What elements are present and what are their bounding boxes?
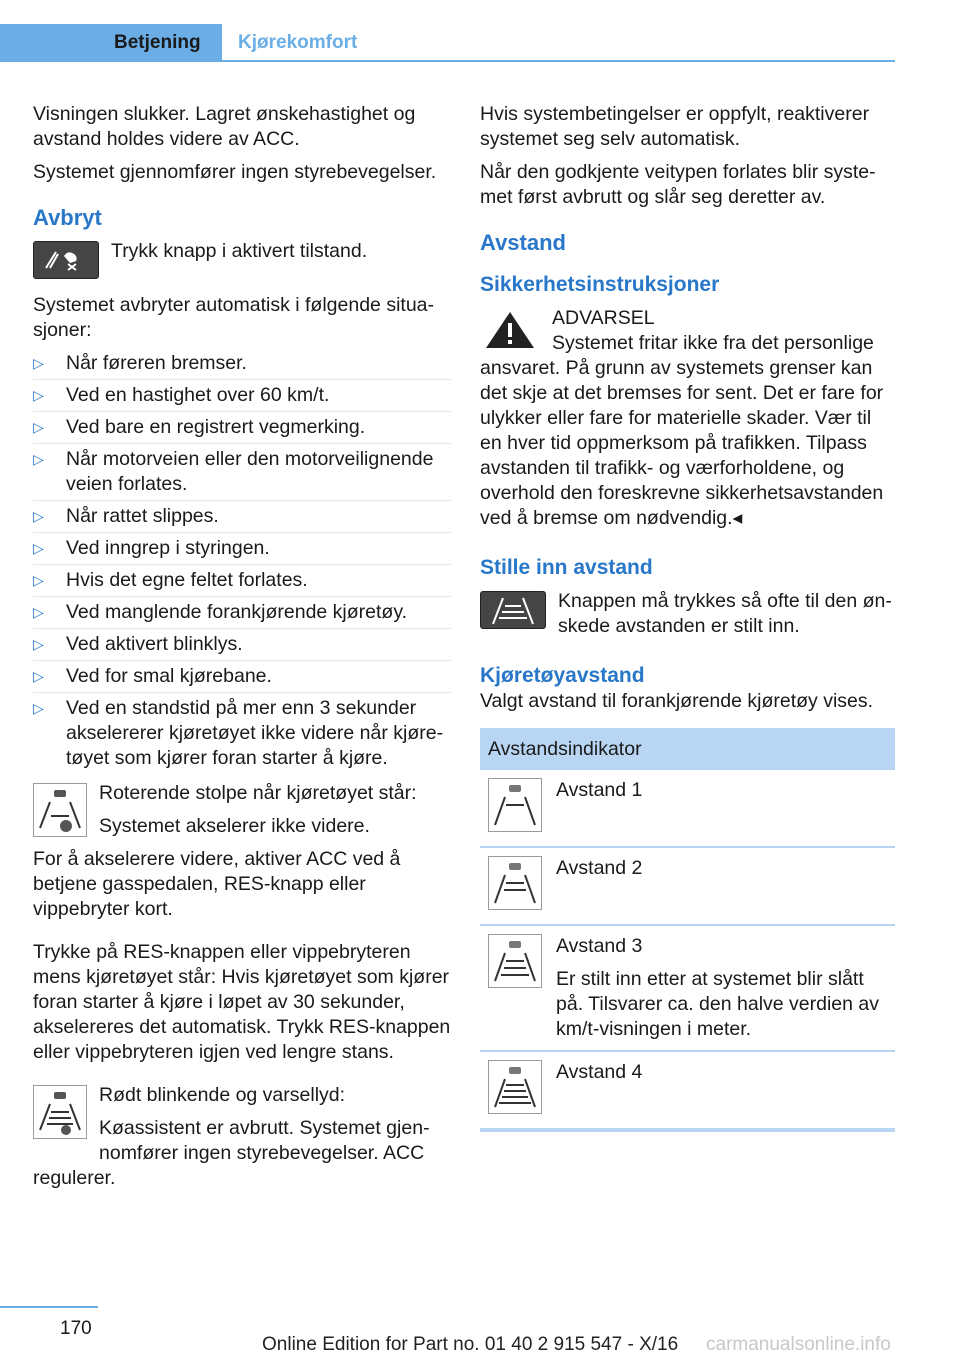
triangle-bullet-icon: ▷: [33, 419, 44, 435]
paragraph: Valgt avstand til forankjørende kjøretøy vises.: [480, 690, 874, 712]
list-item: ▷ Når rattet slippes.: [33, 504, 451, 529]
list-item: ▷ Hvis det egne feltet forlates.: [33, 568, 451, 593]
paragraph: Trykk knapp i aktivert tilstand.: [111, 240, 368, 262]
list-item: ▷ Ved inngrep i styringen.: [33, 536, 451, 561]
footer-rule: [0, 1306, 98, 1308]
warning-block: [480, 306, 895, 539]
cancel-conditions-list: [33, 351, 451, 771]
paragraph: Knappen må trykkes så ofte til den ønskede avstanden er stilt inn.: [558, 590, 892, 637]
paragraph: Systemet gjennomfører ingen styrebevegelser.: [33, 161, 437, 183]
page-header: [0, 0, 960, 62]
paragraph: Trykke på RES-knappen eller vippebryteren mens kjøretøyet står: Hvis kjøretøyet som kjører foran starter å kjøre i løpet av 30 sekunder, akselereres det automatisk. Trykk RES-knappen eller vippebryteren igjen ved lengre stans.: [33, 941, 451, 1063]
triangle-bullet-icon: ▷: [33, 668, 44, 684]
rotating-bar-block: [33, 781, 451, 930]
distance-indicator-table: [480, 728, 895, 1132]
header-rule: [0, 60, 895, 62]
row-note: Er stilt inn etter at systemet blir slått på. Tilsvarer ca. den halve verdien av km/t-visningen i meter.: [556, 968, 880, 1040]
page-number: 170: [60, 1318, 92, 1339]
avbryt-block: [33, 239, 451, 283]
distance-button-icon: [480, 591, 546, 629]
triangle-bullet-icon: ▷: [33, 540, 44, 556]
distance-1-icon: [488, 778, 542, 832]
heading-avbryt: Avbryt: [33, 205, 102, 230]
edition-text: Online Edition for Part no. 01 40 2 915 547 - X/16: [262, 1334, 679, 1355]
triangle-bullet-icon: ▷: [33, 387, 44, 403]
distance-3-icon: [488, 934, 542, 988]
list-item: ▷ Ved aktivert blinklys.: [33, 632, 451, 657]
triangle-bullet-icon: ▷: [33, 355, 44, 371]
list-item: ▷ Ved manglende forankjørende kjøretøy.: [33, 600, 451, 625]
table-row: [480, 926, 895, 1052]
triangle-bullet-icon: ▷: [33, 604, 44, 620]
distance-2-icon: [488, 856, 542, 910]
distance-4-icon: [488, 1060, 542, 1114]
triangle-bullet-icon: ▷: [33, 572, 44, 588]
tab-kjorekomfort[interactable]: Kjørekomfort: [238, 32, 358, 53]
row-label: Avstand 4: [556, 1061, 643, 1083]
triangle-bullet-icon: ▷: [33, 636, 44, 652]
red-warning-block: [33, 1083, 451, 1199]
row-label: Avstand 1: [556, 779, 643, 801]
list-item: ▷ Ved bare en registrert vegmerking.: [33, 415, 451, 440]
warning-title: ADVARSEL: [552, 307, 655, 329]
heading-set-distance: Stille inn avstand: [480, 556, 653, 579]
triangle-bullet-icon: ▷: [33, 508, 44, 524]
heading-vehicle-distance: Kjøretøyavstand: [480, 664, 645, 687]
list-item: ▷ Når føreren bremser.: [33, 351, 451, 376]
paragraph: Køassistent er avbrutt. Systemet gjennomfører ingen styrebevegelser. ACC regulerer.: [33, 1117, 430, 1189]
list-item: ▷ Når motorveien eller den motorveilignende veien forlates.: [33, 447, 451, 497]
list-item: ▷ Ved for smal kjørebane.: [33, 664, 451, 689]
lane-indicator-rotating-icon: [33, 783, 87, 837]
set-distance-block: [480, 589, 895, 647]
list-item: ▷ Ved en hastighet over 60 km/t.: [33, 383, 451, 408]
warning-text: Systemet fritar ikke fra det personlige ansvaret. På grunn av systemets grenser kan det skje at det bremses for sent. Det er fare for ulykker eller fare for materielle skader. Vær til en hver tid oppmerksom på trafikken. Tilpass avstanden til trafikk- og værforholdene, og overhold den foreskrevne sikkerhetsavstanden ved å bremse om nødvendig.◂: [480, 332, 884, 529]
heading-avstand: Avstand: [480, 230, 566, 255]
row-label: Avstand 2: [556, 857, 643, 879]
list-item: ▷ Ved en standstid på mer enn 3 sekunder akselererer kjøretøyet ikke videre når kjøretøyet som kjører foran starter å kjøre.: [33, 697, 444, 769]
table-row: [480, 1052, 895, 1132]
paragraph: Visningen slukker. Lagret ønskehastighet og avstand holdes videre av ACC.: [33, 103, 416, 150]
left-column: [33, 102, 451, 1209]
paragraph: Rødt blinkende og varsellyd:: [99, 1084, 346, 1106]
lane-indicator-red-icon: [33, 1085, 87, 1139]
paragraph: Systemet avbryter automatisk i følgende situasjoner:: [33, 294, 435, 341]
paragraph: Roterende stolpe når kjøretøyet står:: [99, 782, 417, 804]
paragraph: Hvis systembetingelser er oppfylt, reaktiverer systemet seg selv automatisk.: [480, 103, 870, 150]
right-column: [480, 102, 895, 1132]
heading-safety: Sikkerhetsinstruksjoner: [480, 273, 720, 296]
triangle-bullet-icon: ▷: [33, 451, 44, 467]
table-row: [480, 848, 895, 926]
watermark: carmanualsonline.info: [706, 1334, 891, 1355]
page-footer: [0, 1300, 960, 1362]
table-row: [480, 770, 895, 848]
triangle-bullet-icon: ▷: [33, 700, 44, 716]
paragraph: For å akselerere videre, aktiver ACC ved å betjene gasspedalen, RES-knapp eller vippebryter kort.: [33, 848, 401, 920]
warning-triangle-icon: [480, 308, 540, 352]
tab-betjening[interactable]: Betjening: [0, 24, 222, 62]
paragraph: Når den godkjente veitypen forlates blir systemet først avbrutt og slår seg deretter av.: [480, 161, 876, 208]
table-header: Avstandsindikator: [480, 728, 895, 770]
row-label: Avstand 3: [556, 935, 643, 957]
paragraph: Systemet akselerer ikke videre.: [99, 815, 370, 837]
steering-assist-button-icon: [33, 241, 99, 279]
